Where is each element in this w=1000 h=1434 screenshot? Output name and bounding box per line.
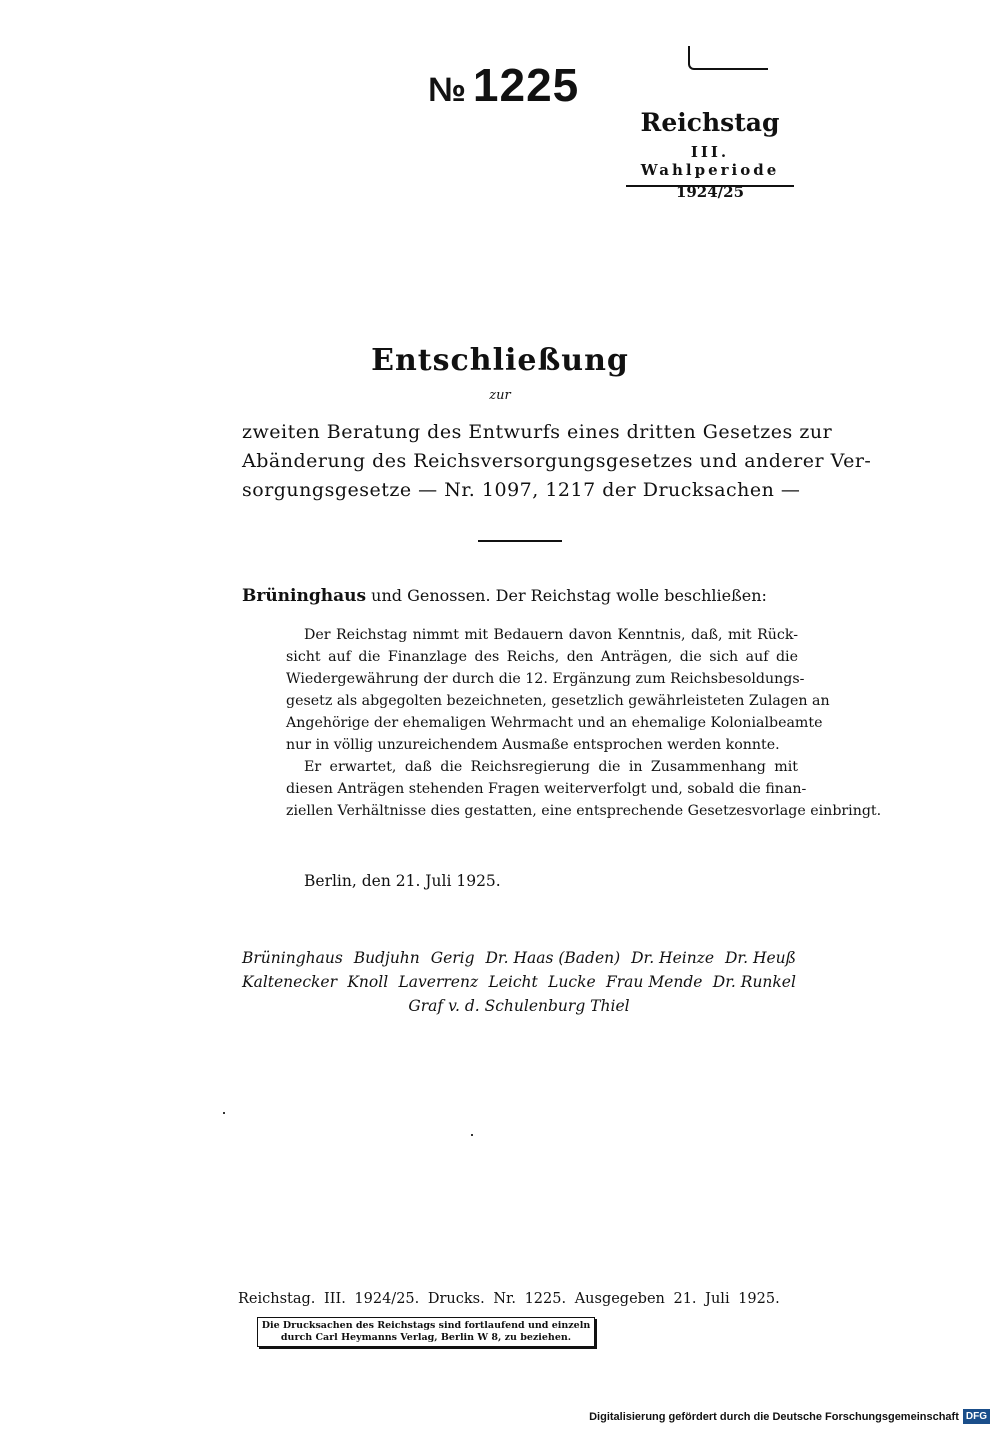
date-line: Berlin, den 21. Juli 1925. [304,872,501,890]
document-number-value: 1225 [472,59,580,111]
body-line: Er erwartet, daß die Reichsregierung die in Zusammenhang mit [304,759,798,775]
period-years: 1924/25 [675,183,745,201]
intro-paragraph [242,586,767,606]
signer-name: Knoll [347,973,389,991]
body-line: diesen Anträgen stehenden Fragen weiterverfolgt und, sobald die finan- [286,781,807,797]
corner-bracket-mark [688,46,768,70]
body-line: ziellen Verhältnisse dies gestatten, eine entsprechende Gesetzesvorlage einbringt. [286,803,882,819]
footer-line: Reichstag. III. 1924/25. Drucks. Nr. 1225. Ausgegeben 21. Juli 1925. [238,1291,780,1307]
signer-name: Kaltenecker [242,973,337,991]
body-line: nur in völlig unzureichendem Ausmaße entsprochen werden konnte. [286,737,780,753]
signer-name: Dr. Heuß [724,949,796,967]
signer-name: Dr. Heinze [631,949,715,967]
signer-name: Laverrenz [398,973,479,991]
election-period: III. Wahlperiode [640,143,780,179]
subtitle-line: sorgungsgesetze — Nr. 1097, 1217 der Drucksachen — [242,479,801,501]
signatories [242,946,796,1018]
page-title: Entschließung [371,343,629,378]
signer-name: Gerig [430,949,475,967]
body-line: Wiedergewährung der durch die 12. Ergänzung zum Reichsbesoldungs- [286,671,805,687]
lead-name: Brüninghaus [242,586,367,606]
imprint-box [257,1317,595,1347]
imprint-line: durch Carl Heymanns Verlag, Berlin W 8, zu beziehen. [280,1332,572,1343]
signer-name: Frau Mende [606,973,703,991]
reichstag-title: Reichstag [640,108,780,137]
body-line: sicht auf die Finanzlage des Reichs, den Anträgen, die sich auf die [286,649,798,665]
print-speck [471,1134,473,1136]
signer-name: Dr. Haas (Baden) [485,949,621,967]
imprint-line: Die Drucksachen des Reichstags sind fortlaufend und einzeln [261,1320,591,1331]
print-speck [223,1112,225,1114]
section-divider [478,540,562,542]
number-sign: № [428,71,467,109]
subtitle-line: Abänderung des Reichsversorgungsgesetzes und anderer Ver- [242,450,872,472]
body-line: Angehörige der ehemaligen Wehrmacht und an ehemalige Kolonialbeamte [286,715,823,731]
signer-name: Lucke [548,973,596,991]
signer-name: Budjuhn [353,949,420,967]
dfg-logo-icon: DFG [963,1409,990,1424]
body-line: Der Reichstag nimmt mit Bedauern davon Kenntnis, daß, mit Rück- [304,627,798,643]
intro-text: und Genossen. Der Reichstag wolle beschließen: [371,586,767,605]
reichstag-header [620,108,800,201]
body-line: gesetz als abgegolten bezeichneten, gesetzlich gewährleisteten Zulagen an [286,693,830,709]
resolution-body [286,624,882,822]
document-number [428,58,579,112]
title-connector: zur [489,388,511,403]
signer-name: Leicht [488,973,538,991]
signer-name: Brüninghaus [242,949,343,967]
signer-row: Graf v. d. Schulenburg Thiel [408,997,630,1015]
subtitle-line: zweiten Beratung des Entwurfs eines dritten Gesetzes zur [242,421,833,443]
digitization-credit [589,1409,990,1424]
signer-row [242,970,796,994]
header-rule [626,185,794,187]
subtitle [242,418,872,505]
signer-name: Dr. Runkel [712,973,796,991]
digitization-note: Digitalisierung gefördert durch die Deutsche Forschungsgemeinschaft [589,1410,959,1423]
signer-row [242,946,796,970]
